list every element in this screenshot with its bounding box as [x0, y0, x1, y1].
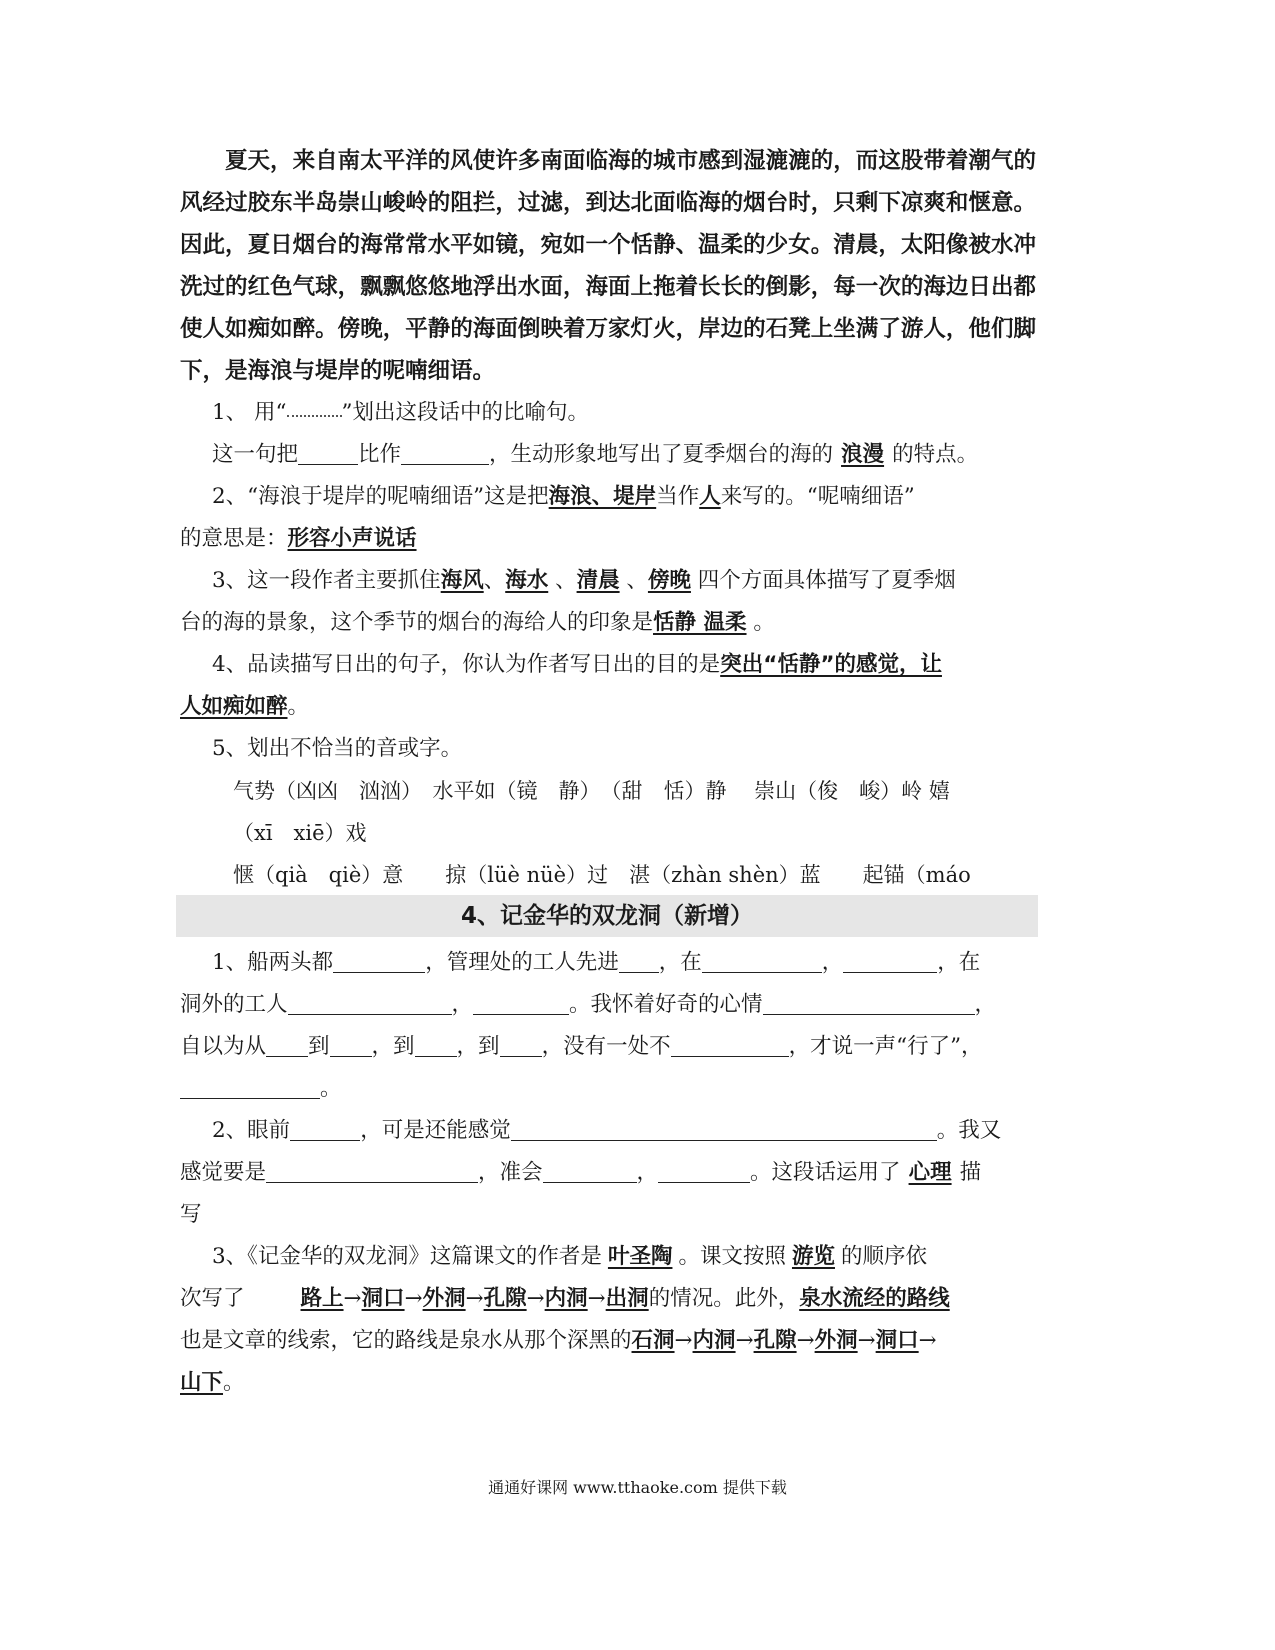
- blank[interactable]: [702, 971, 822, 973]
- blank[interactable]: [266, 1055, 308, 1057]
- blank[interactable]: [500, 1055, 542, 1057]
- question-2: 2、“海浪于堤岸的呢喃细语”这是把海浪、堤岸当作人来写的。“呢喃细语”: [212, 484, 915, 509]
- answer: 外洞: [422, 1286, 466, 1311]
- blank[interactable]: [619, 971, 659, 973]
- answer: 路上: [300, 1286, 344, 1311]
- blank[interactable]: [180, 1097, 320, 1099]
- s2-question-1-line4: 。: [180, 1068, 1036, 1110]
- blank[interactable]: [473, 1013, 569, 1015]
- blank[interactable]: [298, 463, 358, 465]
- answer: 海水: [505, 568, 549, 593]
- blank[interactable]: [290, 1139, 360, 1141]
- answer: 游览: [791, 1244, 835, 1269]
- blank[interactable]: [288, 1013, 452, 1015]
- blank[interactable]: [333, 971, 425, 973]
- s2-question-3-line3: 也是文章的线索，它的路线是泉水从那个深黑的石洞→内洞→孔隙→外洞→洞口→: [180, 1328, 937, 1353]
- answer: 清晨: [576, 568, 620, 593]
- answer: 内洞: [692, 1328, 736, 1353]
- answer: 石洞: [631, 1328, 675, 1353]
- option-line: 惬（qià qiè）意 掠（lüè nüè）过 湛（zhàn shèn）蓝 起锚（máo: [233, 863, 971, 887]
- blank[interactable]: [330, 1055, 372, 1057]
- option-line: （xī xiē）戏: [233, 821, 367, 845]
- s2-question-3-line4: 山下。: [180, 1370, 245, 1395]
- answer: 心理: [908, 1160, 952, 1185]
- answer: 山下: [180, 1370, 224, 1395]
- s2-question-3: 3、《记金华的双龙洞》这篇课文的作者是 叶圣陶 。课文按照 游览 的顺序依: [212, 1244, 927, 1269]
- s2-question-1-line2: 洞外的工人 ， 。我怀着好奇的心情 ，: [180, 992, 997, 1017]
- question-3: 3、这一段作者主要抓住海风、海水 、清晨 、傍晚 四个方面具体描写了夏季烟: [212, 568, 956, 593]
- answer: 孔隙: [753, 1328, 797, 1353]
- s2-question-2-line3: 写: [180, 1202, 202, 1227]
- s2-question-1-line3: 自以为从 到 ，到 ，到 ，没有一处不 ，才说一声“行了”，: [180, 1034, 983, 1059]
- section-title: 4、记金华的双龙洞（新增）: [176, 895, 1038, 937]
- blank[interactable]: [266, 1181, 478, 1183]
- page-footer: 通通好课网 www.tthaoke.com 提供下载: [488, 1478, 787, 1497]
- question-2-cont: 的意思是：形容小声说话: [180, 526, 417, 551]
- question-4: 4、品读描写日出的句子，你认为作者写日出的目的是突出“恬静”的感觉，让: [212, 652, 942, 677]
- answer: 洞口: [875, 1328, 919, 1353]
- blank[interactable]: [401, 463, 489, 465]
- answer: 内洞: [544, 1286, 588, 1311]
- part-one: [180, 140, 1036, 938]
- blank[interactable]: [671, 1055, 789, 1057]
- answer: 人: [699, 484, 721, 509]
- question-1: 1、 用“ ”划出这段话中的比喻句。: [212, 400, 590, 425]
- reading-passage: 夏天，来自南太平洋的风使许多南面临海的城市感到湿漉漉的，而这股带着潮气的风经过胶东半岛崇山峻岭的阻拦，过滤，到达北面临海的烟台时，只剩下凉爽和惬意。因此，夏日烟台的海常常水平如镜，宛如一个恬静、温柔的少女。清晨，太阳像被水冲洗过的红色气球，飘飘悠悠地浮出水面，海面上拖着长长的倒影，每一次的海边日出都使人如痴如醉。傍晚，平静的海面倒映着万家灯火，岸边的石凳上坐满了游人，他们脚下，是海浪与堤岸的呢喃细语。: [180, 148, 1036, 384]
- question-3-cont: 台的海的景象，这个季节的烟台的海给人的印象是恬静 温柔 。: [180, 610, 775, 635]
- s2-question-1: 1、船两头都 ，管理处的工人先进 ，在 ， ，在: [212, 950, 981, 975]
- s2-question-3-line2: 次写了 路上→洞口→外洞→孔隙→内洞→出洞的情况。此外，泉水流经的路线: [180, 1286, 950, 1311]
- s2-question-2-line2: 感觉要是 ，准会 ， 。这段话运用了 心理 描: [180, 1160, 982, 1185]
- answer: 形容小声说话: [287, 526, 417, 551]
- answer: 洞口: [361, 1286, 405, 1311]
- answer: 泉水流经的路线: [799, 1286, 950, 1311]
- question-1-fill: 这一句把 比作 ，生动形象地写出了夏季烟台的海的 浪漫 的特点。: [212, 442, 979, 467]
- blank[interactable]: [843, 971, 937, 973]
- answer: 恬静 温柔: [653, 610, 747, 635]
- answer: 海风: [440, 568, 484, 593]
- option-line: 气势（凶凶 汹汹） 水平如（镜 静） （甜 恬）静 崇山（俊 峻）岭 嬉: [233, 779, 950, 803]
- answer: 孔隙: [483, 1286, 527, 1311]
- blank[interactable]: [543, 1181, 637, 1183]
- answer: 海浪、堤岸: [548, 484, 657, 509]
- answer: 傍晚: [647, 568, 691, 593]
- answer: 浪漫: [841, 442, 885, 467]
- answer: 出洞: [605, 1286, 649, 1311]
- blank[interactable]: [511, 1139, 937, 1141]
- answer: 外洞: [814, 1328, 858, 1353]
- wavy-underline-sample: [287, 407, 342, 417]
- s2-question-2: 2、眼前 ，可是还能感觉 。我又: [212, 1118, 1002, 1143]
- answer: 人如痴如醉: [180, 694, 288, 719]
- blank[interactable]: [658, 1181, 750, 1183]
- blank[interactable]: [415, 1055, 457, 1057]
- answer: 叶圣陶: [607, 1244, 673, 1269]
- blank[interactable]: [763, 1013, 975, 1015]
- question-5: 5、划出不恰当的音或字。: [212, 736, 463, 761]
- part-two: [180, 942, 1036, 1404]
- question-4-cont: 人如痴如醉。: [180, 694, 310, 719]
- answer: 突出“恬静”的感觉，让: [720, 652, 942, 677]
